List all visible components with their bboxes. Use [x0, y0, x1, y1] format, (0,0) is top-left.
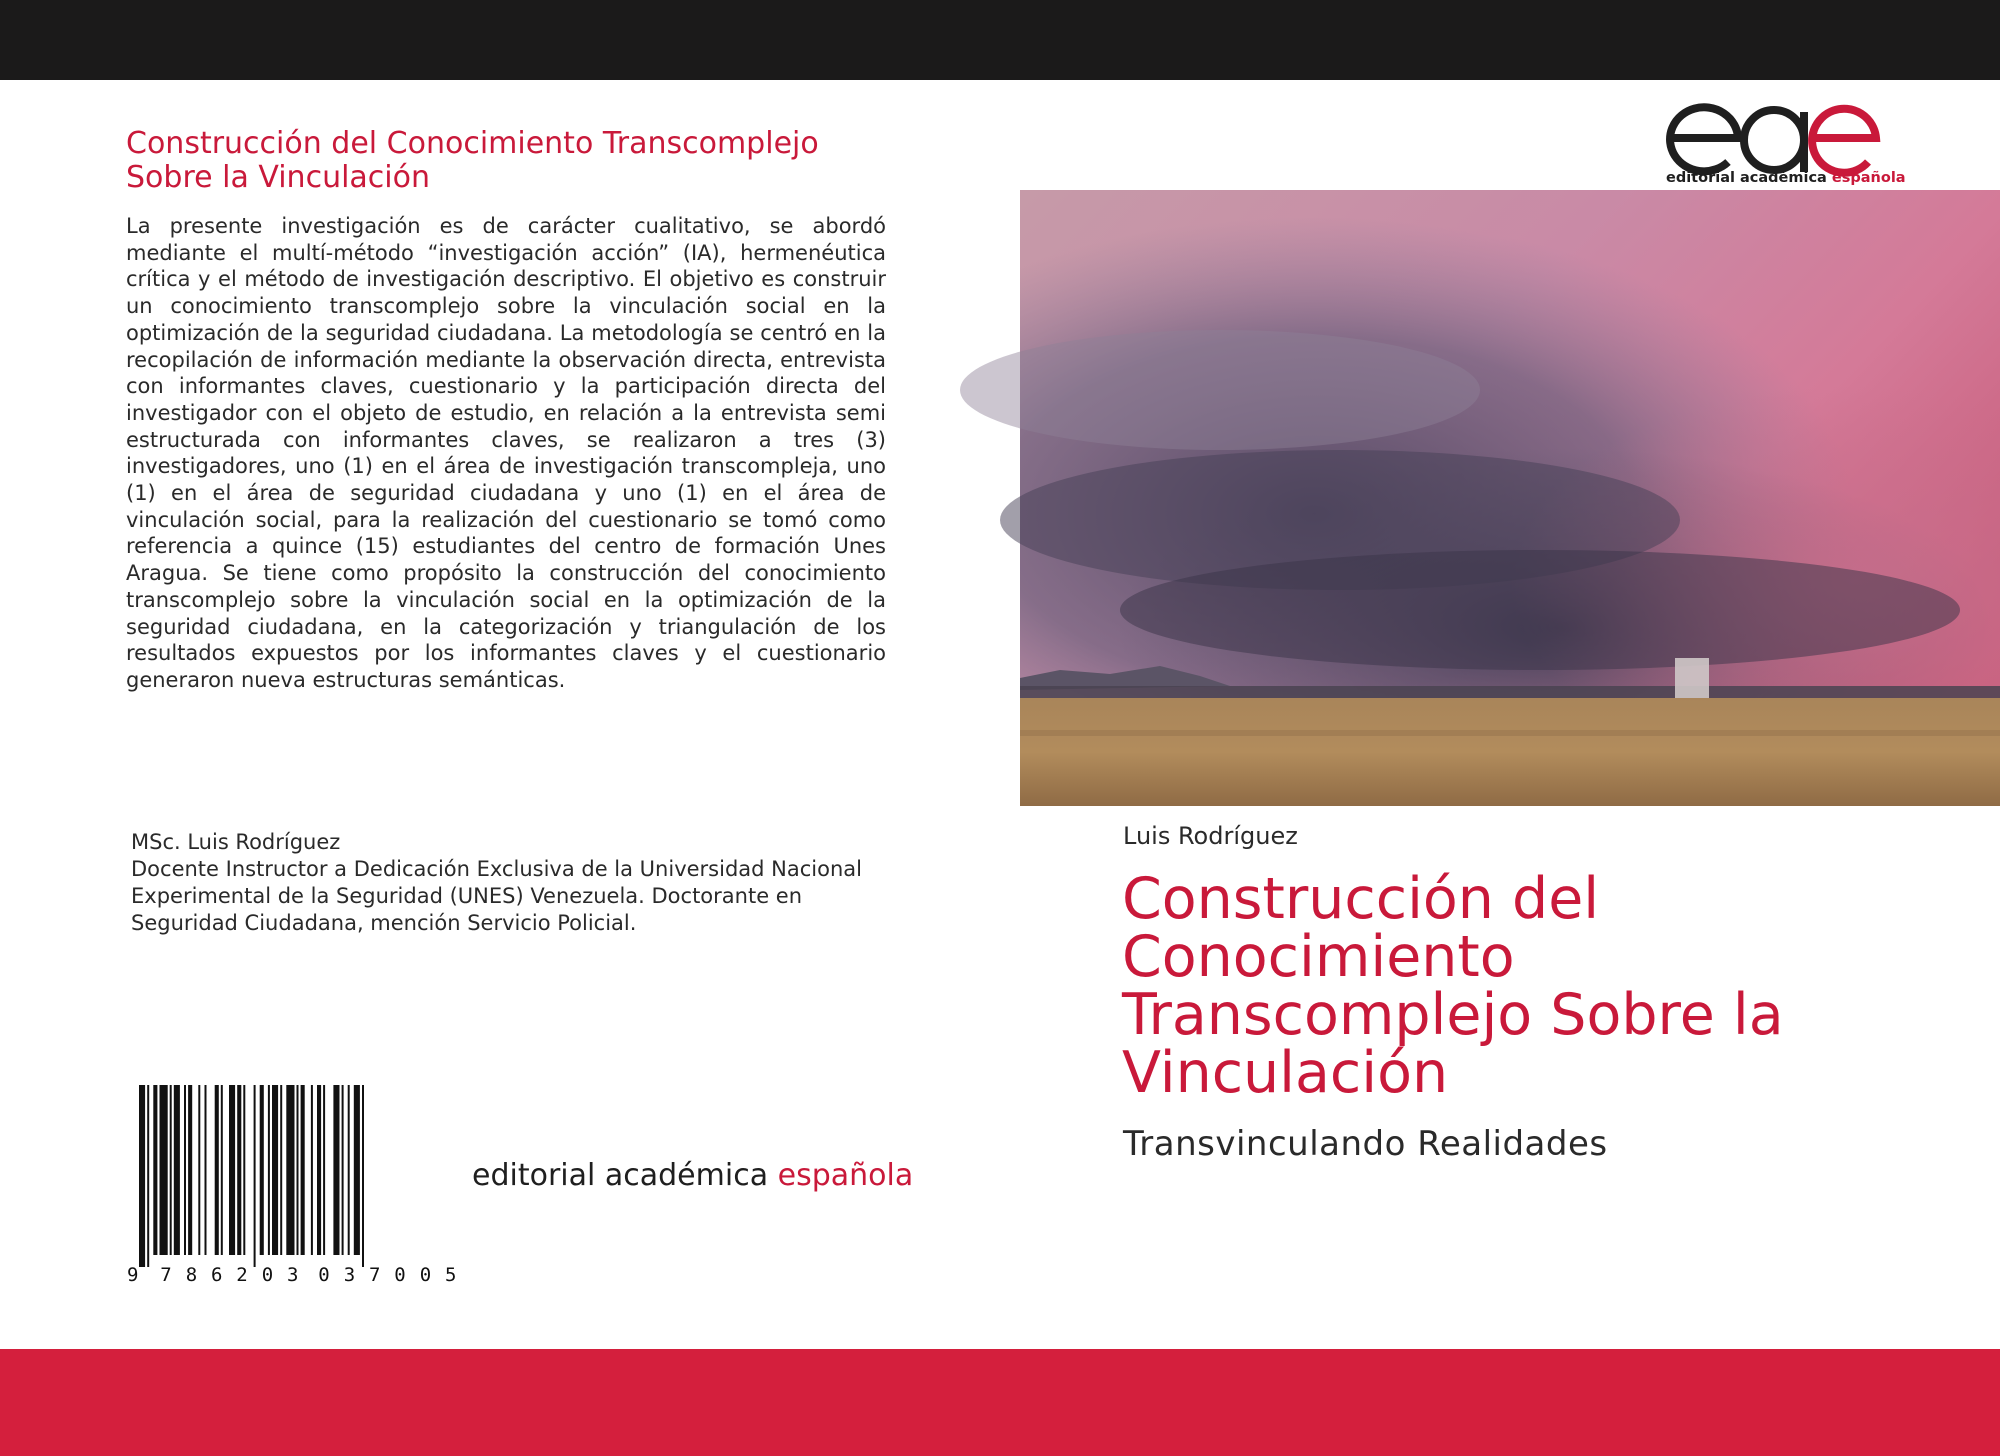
- barcode-bar: [342, 1085, 344, 1255]
- author-bio-line: MSc. Luis Rodríguez: [131, 830, 341, 854]
- barcode-bar: [272, 1085, 278, 1255]
- barcode-digit: 0: [261, 1264, 274, 1286]
- barcode-bar: [205, 1085, 207, 1255]
- barcode-bar: [243, 1085, 245, 1255]
- isbn-barcode: [125, 1085, 455, 1285]
- barcode-bar: [254, 1085, 256, 1267]
- front-title-line: Construcción del: [1122, 866, 1600, 932]
- front-title-line: Conocimiento: [1122, 924, 1515, 990]
- back-cover-abstract: La presente investigación es de carácter cualitativo, se abordó mediante el multí-método “investigación acción” (IA), hermenéutica crítica y el método de investigación descriptivo. El objetivo es construir un conocimiento transcomplejo sobre la vinculación social en la optimización de la seguridad ciudadana. La metodología se centró en la recopilación de información mediante la observación directa, entrevista con informantes claves, cuestionario y la participación directa del investigador con el objeto de estudio, en relación a la entrevista semi estructurada con informantes claves, se realizaron a tres (3) investigadores, uno (1) en el área de investigación transcompleja, uno (1) en el área de seguridad ciudadana y uno (1) en el área de vinculación social, para la realización del cuestionario se tomó como referencia a quince (15) estudiantes del centro de formación Unes Aragua. Se tiene como propósito la construcción del conocimiento transcomplejo sobre la vinculación social en la optimización de la seguridad ciudadana, en la categorización y triangulación de los resultados expuestos por los informantes claves y el cuestionario generaron nueva estructuras semánticas.: [126, 214, 886, 692]
- author-bio-line: Docente Instructor a Dedicación Exclusiva de la Universidad Nacional: [131, 857, 862, 881]
- logo-caption-accent: española: [1831, 170, 1906, 186]
- barcode-bar: [286, 1085, 294, 1255]
- author-bio: [131, 829, 901, 937]
- barcode-digit: 6: [211, 1264, 223, 1286]
- author-bio-line: Seguridad Ciudadana, mención Servicio Policial.: [131, 911, 637, 935]
- barcode-bar: [354, 1085, 360, 1255]
- barcode-digit: 2: [236, 1264, 248, 1286]
- barcode-digit: 0: [419, 1264, 432, 1286]
- barcode-bar: [311, 1085, 313, 1255]
- publisher-name-accent: española: [777, 1158, 914, 1193]
- barcode-digit: 7: [160, 1264, 172, 1286]
- front-cover-title: [1122, 866, 1982, 1106]
- barcode-digit: 0: [394, 1264, 406, 1286]
- barcode-bar: [297, 1085, 299, 1255]
- barcode-bar: [184, 1085, 186, 1255]
- stormy-sky-over-plain-photo: [1020, 190, 2000, 806]
- barcode-digit: 8: [185, 1264, 198, 1286]
- barcode-digit: 0: [318, 1264, 330, 1286]
- barcode-bar: [323, 1085, 325, 1255]
- barcode-digit: 3: [343, 1264, 356, 1286]
- barcode-bar: [317, 1085, 321, 1255]
- barcode-bar: [333, 1085, 339, 1255]
- front-title-line: Transcomplejo Sobre la: [1122, 982, 1784, 1048]
- front-title-line: Vinculación: [1122, 1040, 1449, 1106]
- barcode-bar: [147, 1085, 149, 1267]
- logo-caption-main: editorial académica: [1666, 170, 1827, 186]
- barcode-bar: [301, 1085, 305, 1255]
- barcode-bar: [348, 1085, 350, 1255]
- author-bio-line: Experimental de la Seguridad (UNES) Venezuela. Doctorante en: [131, 884, 803, 908]
- barcode-bar: [174, 1085, 180, 1255]
- barcode-bar: [215, 1085, 219, 1255]
- barcode-bar: [153, 1085, 157, 1255]
- barcode-digit: 5: [445, 1264, 457, 1286]
- barcode-bar: [221, 1085, 223, 1255]
- barcode-bar: [160, 1085, 168, 1255]
- barcode-digit: 3: [287, 1264, 299, 1286]
- publisher-imprint: [472, 1158, 913, 1193]
- barcode-bar: [268, 1085, 270, 1255]
- barcode-bar: [170, 1085, 172, 1255]
- barcode-bar: [237, 1085, 241, 1255]
- barcode-bar: [229, 1085, 235, 1255]
- barcode-bar: [362, 1085, 364, 1267]
- barcode-bar: [260, 1085, 264, 1255]
- barcode-digit: 7: [369, 1264, 381, 1286]
- barcode-bar: [188, 1085, 192, 1255]
- logo-caption: [1666, 170, 1906, 186]
- barcode-bar: [139, 1085, 145, 1267]
- barcode-bar: [280, 1085, 282, 1255]
- front-cover-subtitle: Transvinculando Realidades: [1123, 1124, 1608, 1164]
- publisher-name: editorial académica: [472, 1158, 769, 1193]
- bottom-band: [0, 1349, 2000, 1456]
- front-cover-author: Luis Rodríguez: [1123, 822, 1298, 850]
- barcode-bar: [198, 1085, 200, 1255]
- barcode-digit: 9: [127, 1264, 139, 1286]
- top-band: [0, 0, 2000, 80]
- back-cover-title: Construcción del Conocimiento Transcomplejo Sobre la Vinculación: [126, 126, 819, 195]
